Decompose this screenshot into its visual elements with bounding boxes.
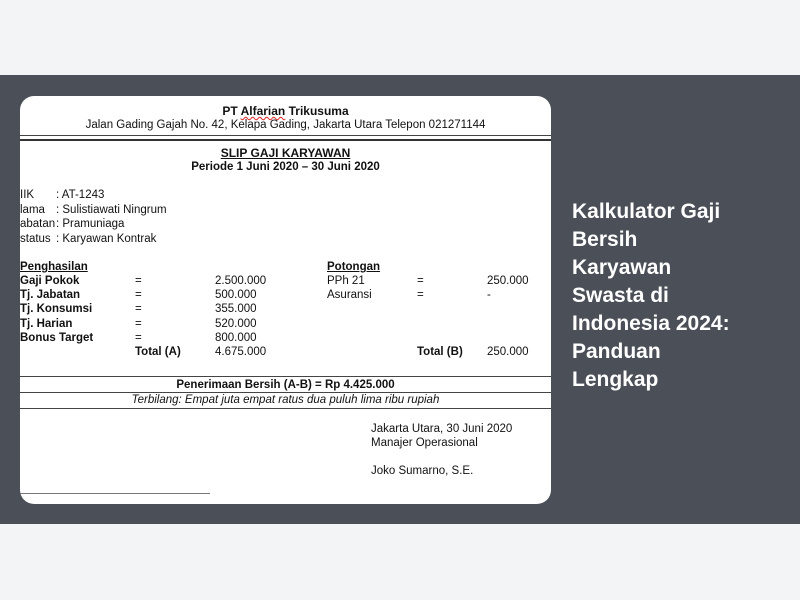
place-date: Jakarta Utara, 30 Juni 2020 [371,423,513,435]
signer-name: Joko Sumarno, S.E. [371,465,474,477]
title-line: Kalkulator Gaji [572,200,721,223]
total-a-label: Total (A) [135,346,181,358]
income-value: 800.000 [215,332,257,344]
deduction-label: PPh 21 [327,275,365,287]
income-equals: = [135,275,142,287]
company-address: Jalan Gading Gajah No. 42, Kelapa Gading, Jakarta Utara Telepon 021271144 [85,119,486,131]
divider [20,392,551,393]
slip-period: Periode 1 Juni 2020 – 30 Juni 2020 [191,161,380,173]
divider [20,408,551,409]
info-value-name: : Sulistiawati Ningrum [56,204,167,216]
net-pay-in-words: Terbilang: Empat juta empat ratus dua puluh lima ribu rupiah [131,394,440,406]
salary-slip [20,96,551,504]
title-line: Lengkap [572,368,659,391]
info-label-id: IIK [20,189,35,201]
title-line: Swasta di [572,284,669,307]
slip-title: SLIP GAJI KARYAWAN [220,146,351,160]
income-value: 2.500.000 [215,275,267,287]
company-name-part-2: Trikusuma [288,104,349,118]
deduction-value: 250.000 [487,275,529,287]
divider [20,135,551,136]
income-label: Tj. Konsumsi [20,303,93,315]
company-prefix: PT [222,104,238,118]
page-title [572,198,782,394]
deduction-label: Asuransi [327,289,372,301]
info-value-status: : Karyawan Kontrak [56,233,157,245]
company-name [20,105,551,117]
info-label-name: lama [20,204,45,216]
deduction-header: Potongan [327,261,381,273]
income-value: 500.000 [215,289,257,301]
company-name-part-1: Alfarian [240,104,286,118]
title-line: Indonesia 2024: [572,312,730,335]
divider [20,139,551,141]
divider [20,493,210,494]
info-value-position: : Pramuniaga [56,218,125,230]
net-pay: Penerimaan Bersih (A-B) = Rp 4.425.000 [176,379,395,391]
info-label-status: status [20,233,51,245]
title-line: Bersih [572,228,638,251]
deduction-equals: = [417,275,424,287]
title-line: Karyawan [572,256,672,279]
deduction-equals: = [417,289,424,301]
total-b-value: 250.000 [487,346,529,358]
income-label: Gaji Pokok [20,275,80,287]
total-a-value: 4.675.000 [215,346,267,358]
income-equals: = [135,289,142,301]
income-label: Tj. Harian [20,318,73,330]
income-equals: = [135,318,142,330]
signer-title: Manajer Operasional [371,437,478,449]
income-equals: = [135,332,142,344]
income-label: Bonus Target [20,332,94,344]
info-value-id: : AT-1243 [56,189,105,201]
income-value: 355.000 [215,303,257,315]
income-header: Penghasilan [20,261,88,273]
income-label: Tj. Jabatan [20,289,81,301]
title-line: Panduan [572,340,661,363]
salary-slip-image [20,96,551,504]
income-value: 520.000 [215,318,257,330]
divider [20,376,551,377]
info-label-position: abatan [20,218,56,230]
deduction-value: - [487,289,491,301]
income-equals: = [135,303,142,315]
total-b-label: Total (B) [417,346,463,358]
